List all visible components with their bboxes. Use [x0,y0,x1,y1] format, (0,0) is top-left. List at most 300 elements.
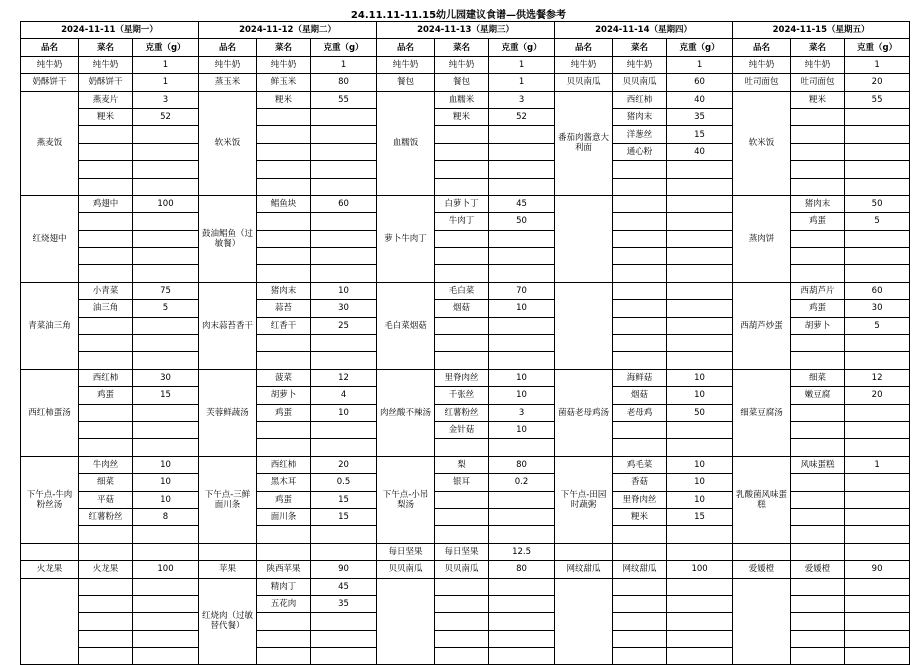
grams-cell: 1 [845,456,910,473]
dish-name-cell: 每日坚果 [377,543,435,560]
ingredient-cell [257,526,311,543]
grams-cell [311,421,377,438]
dish-name-cell [21,543,79,560]
ingredient-cell: 纯牛奶 [791,56,845,73]
dish-name-cell: 下午点-小吊梨汤 [377,456,435,543]
ingredient-cell: 风味蛋糕 [791,456,845,473]
ingredient-cell: 鸡蛋 [257,404,311,421]
ingredient-cell [79,526,133,543]
ingredient-cell: 小青菜 [79,282,133,299]
ingredient-cell: 纯牛奶 [435,56,489,73]
ingredient-cell: 鸡蛋 [79,387,133,404]
grams-cell [667,335,733,352]
ingredient-cell [435,178,489,195]
ingredient-cell [79,613,133,630]
grams-cell: 12.5 [489,543,555,560]
ingredient-cell: 鸡蛋 [791,213,845,230]
grams-cell: 10 [667,369,733,386]
grams-cell: 70 [489,282,555,299]
grams-cell: 30 [311,300,377,317]
ingredient-cell: 奶酥饼干 [79,74,133,91]
ingredient-cell: 烟菇 [613,387,667,404]
dish-name-cell: 乳酸菌风味蛋糕 [733,456,791,543]
grams-cell [311,143,377,160]
dish-name-cell: 下午点-田园时蔬粥 [555,456,613,543]
grams-cell: 10 [133,456,199,473]
grams-cell [311,248,377,265]
grams-cell [845,230,910,247]
grams-cell [311,213,377,230]
ingredient-cell [791,248,845,265]
ingredient-cell [79,248,133,265]
grams-cell [489,439,555,456]
grams-cell: 90 [311,561,377,578]
ingredient-cell [79,352,133,369]
dish-name-cell: 青菜油三角 [21,282,79,369]
grams-cell: 15 [667,508,733,525]
grams-cell: 12 [311,369,377,386]
grams-cell: 52 [133,108,199,125]
ingredient-cell: 里脊肉丝 [435,369,489,386]
ingredient-cell [435,439,489,456]
grams-cell: 5 [845,213,910,230]
ingredient-cell [791,404,845,421]
grams-cell [667,265,733,282]
ingredient-cell [435,248,489,265]
ingredient-cell: 红香干 [257,317,311,334]
dish-name-cell: 软米饭 [733,91,791,195]
dish-name-cell: 纯牛奶 [377,56,435,73]
dish-name-cell: 吐司面包 [733,74,791,91]
ingredient-cell: 粳米 [791,91,845,108]
ingredient-cell [435,352,489,369]
grams-cell: 12 [845,369,910,386]
grams-cell [311,613,377,630]
ingredient-cell [79,178,133,195]
grams-cell [667,178,733,195]
grams-cell: 100 [133,195,199,212]
dish-name-cell: 奶酥饼干 [21,74,79,91]
ingredient-cell: 猪肉末 [613,108,667,125]
grams-cell [311,439,377,456]
ingredient-cell [613,265,667,282]
grams-cell [845,126,910,143]
grams-cell [489,352,555,369]
grams-cell: 40 [667,143,733,160]
day-header: 2024-11-11（星期一） [21,22,199,39]
ingredient-cell: 西红柿 [79,369,133,386]
ingredient-cell [791,543,845,560]
grams-cell [311,178,377,195]
menu-row [21,195,910,212]
grams-cell [489,178,555,195]
grams-cell: 1 [489,56,555,73]
ingredient-cell [613,630,667,647]
ingredient-cell [613,195,667,212]
grams-cell [133,613,199,630]
ingredient-cell [791,474,845,491]
ingredient-cell [791,108,845,125]
dish-name-cell: 餐包 [377,74,435,91]
grams-cell: 45 [311,578,377,595]
ingredient-cell: 红薯粉丝 [79,508,133,525]
grams-cell [133,352,199,369]
ingredient-cell [613,595,667,612]
ingredient-cell [435,526,489,543]
dish-name-cell: 纯牛奶 [555,56,613,73]
ingredient-cell: 精肉丁 [257,578,311,595]
grams-cell: 80 [311,74,377,91]
grams-cell [845,526,910,543]
grams-cell: 10 [489,387,555,404]
grams-cell [845,613,910,630]
grams-cell: 60 [311,195,377,212]
ingredient-cell: 猪肉末 [257,282,311,299]
ingredient-cell: 鸡毛菜 [613,456,667,473]
grams-column-header: 克重（g） [845,39,910,56]
dish-name-cell: 贝贝南瓜 [555,74,613,91]
ingredient-cell: 菠菜 [257,369,311,386]
grams-cell [133,543,199,560]
ingredient-cell: 猪肉末 [791,195,845,212]
grams-cell [489,595,555,612]
grams-cell: 60 [845,282,910,299]
grams-cell: 55 [311,91,377,108]
ingredient-cell: 燕麦片 [79,91,133,108]
day-header-row [21,22,910,39]
ingredient-cell: 鸡蛋 [257,491,311,508]
dish-name-cell: 细菜豆腐汤 [733,369,791,456]
grams-cell: 1 [311,56,377,73]
grams-cell [311,108,377,125]
grams-cell: 1 [489,74,555,91]
ingredient-cell: 爱媛橙 [791,561,845,578]
grams-cell: 45 [489,195,555,212]
dish-name-cell: 下午点-三鲜面川条 [199,456,257,543]
grams-cell: 20 [845,387,910,404]
dish-name-cell [555,543,613,560]
grams-cell [133,178,199,195]
ingredient-cell [257,178,311,195]
grams-cell [667,526,733,543]
grams-cell [311,352,377,369]
ingredient-cell [79,543,133,560]
grams-cell: 10 [133,474,199,491]
dish-name-cell: 番茄肉酱意大利面 [555,91,613,195]
grams-cell [489,613,555,630]
ingredient-cell: 细菜 [79,474,133,491]
grams-cell [667,195,733,212]
grams-cell [667,161,733,178]
ingredient-cell: 西葫芦片 [791,282,845,299]
grams-cell [845,404,910,421]
grams-cell: 35 [667,108,733,125]
ingredient-cell [791,508,845,525]
grams-cell [311,648,377,665]
ingredient-cell: 纯牛奶 [79,56,133,73]
dish-name-cell [555,282,613,369]
grams-cell [667,300,733,317]
ingredient-cell [791,439,845,456]
grams-cell [845,630,910,647]
grams-cell [845,421,910,438]
grams-cell [133,265,199,282]
ingredient-cell: 鸡蛋 [791,300,845,317]
dish-column-header: 品名 [555,39,613,56]
ingredient-cell [435,143,489,160]
grams-cell: 3 [133,91,199,108]
ingredient-cell [791,161,845,178]
grams-cell: 15 [133,387,199,404]
ingredient-cell [435,508,489,525]
grams-cell [133,404,199,421]
ingredient-cell [791,630,845,647]
ingredient-cell [257,213,311,230]
ingredient-cell [613,161,667,178]
ingredient-cell: 陕西苹果 [257,561,311,578]
ingredient-cell [257,265,311,282]
ingredient-cell [79,317,133,334]
dish-name-cell [377,578,435,665]
ingredient-cell [791,595,845,612]
grams-cell: 8 [133,508,199,525]
ingredient-cell [435,317,489,334]
ingredient-cell [79,421,133,438]
menu-row [21,543,910,560]
ingredient-cell: 银耳 [435,474,489,491]
ingredient-cell: 纯牛奶 [257,56,311,73]
dish-name-cell: 纯牛奶 [733,56,791,73]
ingredient-cell [613,317,667,334]
ingredient-cell: 海鲜菇 [613,369,667,386]
dish-column-header: 品名 [199,39,257,56]
ingredient-column-header: 菜名 [791,39,845,56]
grams-cell: 10 [489,421,555,438]
grams-cell [489,230,555,247]
grams-cell: 5 [133,300,199,317]
ingredient-cell [791,265,845,282]
menu-table [20,21,910,665]
grams-cell [311,161,377,178]
grams-cell [845,474,910,491]
ingredient-cell [79,143,133,160]
ingredient-cell [613,648,667,665]
ingredient-cell: 粳米 [613,508,667,525]
grams-cell [845,578,910,595]
grams-cell [311,335,377,352]
ingredient-cell [435,491,489,508]
dish-name-cell: 西红柿蛋汤 [21,369,79,456]
grams-cell [845,161,910,178]
ingredient-cell [79,404,133,421]
grams-cell: 15 [667,126,733,143]
grams-cell: 4 [311,387,377,404]
ingredient-cell [79,213,133,230]
grams-cell [311,265,377,282]
ingredient-cell [613,439,667,456]
ingredient-cell [791,578,845,595]
ingredient-cell [435,630,489,647]
ingredient-cell: 蒜苔 [257,300,311,317]
grams-cell: 0.5 [311,474,377,491]
ingredient-cell [791,126,845,143]
ingredient-cell: 粳米 [257,91,311,108]
ingredient-cell [435,595,489,612]
ingredient-cell: 烟菇 [435,300,489,317]
grams-cell [133,421,199,438]
grams-cell [845,335,910,352]
menu-body [21,22,910,665]
grams-column-header: 克重（g） [667,39,733,56]
ingredient-cell: 餐包 [435,74,489,91]
grams-cell: 52 [489,108,555,125]
ingredient-cell: 纯牛奶 [613,56,667,73]
grams-cell [489,630,555,647]
grams-cell [133,595,199,612]
ingredient-cell [791,421,845,438]
ingredient-cell: 金针菇 [435,421,489,438]
grams-cell [489,143,555,160]
grams-cell: 15 [311,508,377,525]
ingredient-cell [257,352,311,369]
grams-cell [489,648,555,665]
ingredient-cell: 西红柿 [613,91,667,108]
grams-cell [667,578,733,595]
ingredient-cell [791,526,845,543]
menu-row [21,56,910,73]
grams-cell: 30 [133,369,199,386]
ingredient-cell [613,300,667,317]
grams-cell: 90 [845,561,910,578]
ingredient-cell [79,648,133,665]
ingredient-column-header: 菜名 [435,39,489,56]
grams-cell [133,648,199,665]
ingredient-cell: 白萝卜丁 [435,195,489,212]
grams-cell [133,230,199,247]
grams-cell [489,491,555,508]
grams-cell: 50 [489,213,555,230]
ingredient-cell [613,421,667,438]
ingredient-cell [257,248,311,265]
ingredient-cell [79,265,133,282]
grams-cell [667,543,733,560]
grams-cell [311,230,377,247]
ingredient-cell: 嫩豆腐 [791,387,845,404]
grams-cell: 10 [311,282,377,299]
ingredient-cell [79,578,133,595]
grams-cell: 5 [845,317,910,334]
grams-cell [845,508,910,525]
menu-row [21,282,910,299]
grams-cell [845,648,910,665]
ingredient-cell: 鲜玉米 [257,74,311,91]
dish-name-cell: 网纹甜瓜 [555,561,613,578]
ingredient-cell [257,421,311,438]
day-header: 2024-11-14（星期四） [555,22,733,39]
ingredient-cell: 每日坚果 [435,543,489,560]
ingredient-cell: 贝贝南瓜 [613,74,667,91]
ingredient-cell: 粳米 [79,108,133,125]
ingredient-cell [791,143,845,160]
dish-name-cell: 芙蓉鲜蔬汤 [199,369,257,456]
ingredient-cell [613,335,667,352]
grams-cell: 75 [133,282,199,299]
ingredient-cell [257,126,311,143]
ingredient-cell: 香菇 [613,474,667,491]
ingredient-cell [257,543,311,560]
grams-cell: 10 [667,387,733,404]
ingredient-cell: 贝贝南瓜 [435,561,489,578]
ingredient-cell: 细菜 [791,369,845,386]
day-header: 2024-11-15（星期五） [733,22,910,39]
grams-cell [133,143,199,160]
ingredient-cell [257,648,311,665]
ingredient-cell [435,161,489,178]
grams-cell [311,526,377,543]
ingredient-cell: 粳米 [435,108,489,125]
dish-name-cell: 下午点-牛肉粉丝汤 [21,456,79,543]
ingredient-cell [613,178,667,195]
grams-cell: 50 [845,195,910,212]
grams-cell [667,421,733,438]
dish-name-cell: 火龙果 [21,561,79,578]
grams-cell: 50 [667,404,733,421]
dish-name-cell: 蒸玉米 [199,74,257,91]
grams-cell [133,630,199,647]
grams-cell: 10 [667,456,733,473]
ingredient-cell [79,335,133,352]
grams-cell: 20 [845,74,910,91]
ingredient-cell [791,648,845,665]
grams-cell: 1 [133,56,199,73]
ingredient-cell [613,230,667,247]
menu-row [21,74,910,91]
ingredient-cell: 红薯粉丝 [435,404,489,421]
ingredient-cell [79,630,133,647]
grams-cell: 100 [667,561,733,578]
grams-cell: 100 [133,561,199,578]
dish-name-cell: 毛白菜烟菇 [377,282,435,369]
grams-cell: 55 [845,91,910,108]
grams-cell [489,335,555,352]
ingredient-cell: 牛肉丝 [79,456,133,473]
grams-cell [845,491,910,508]
dish-name-cell: 红烧肉（过敏替代餐） [199,578,257,665]
grams-cell [667,248,733,265]
ingredient-cell: 血糯米 [435,91,489,108]
grams-cell: 10 [311,404,377,421]
ingredient-cell [79,126,133,143]
grams-cell [667,230,733,247]
grams-cell: 1 [845,56,910,73]
grams-cell [667,630,733,647]
dish-column-header: 品名 [21,39,79,56]
ingredient-cell [435,335,489,352]
grams-cell [667,648,733,665]
dish-name-cell: 血糯饭 [377,91,435,195]
grams-cell [845,543,910,560]
menu-row [21,91,910,108]
grams-cell [133,213,199,230]
grams-cell: 30 [845,300,910,317]
grams-cell: 15 [311,491,377,508]
ingredient-cell [613,248,667,265]
menu-row [21,456,910,473]
grams-cell [845,265,910,282]
grams-cell: 60 [667,74,733,91]
ingredient-cell [257,143,311,160]
grams-cell: 10 [489,300,555,317]
